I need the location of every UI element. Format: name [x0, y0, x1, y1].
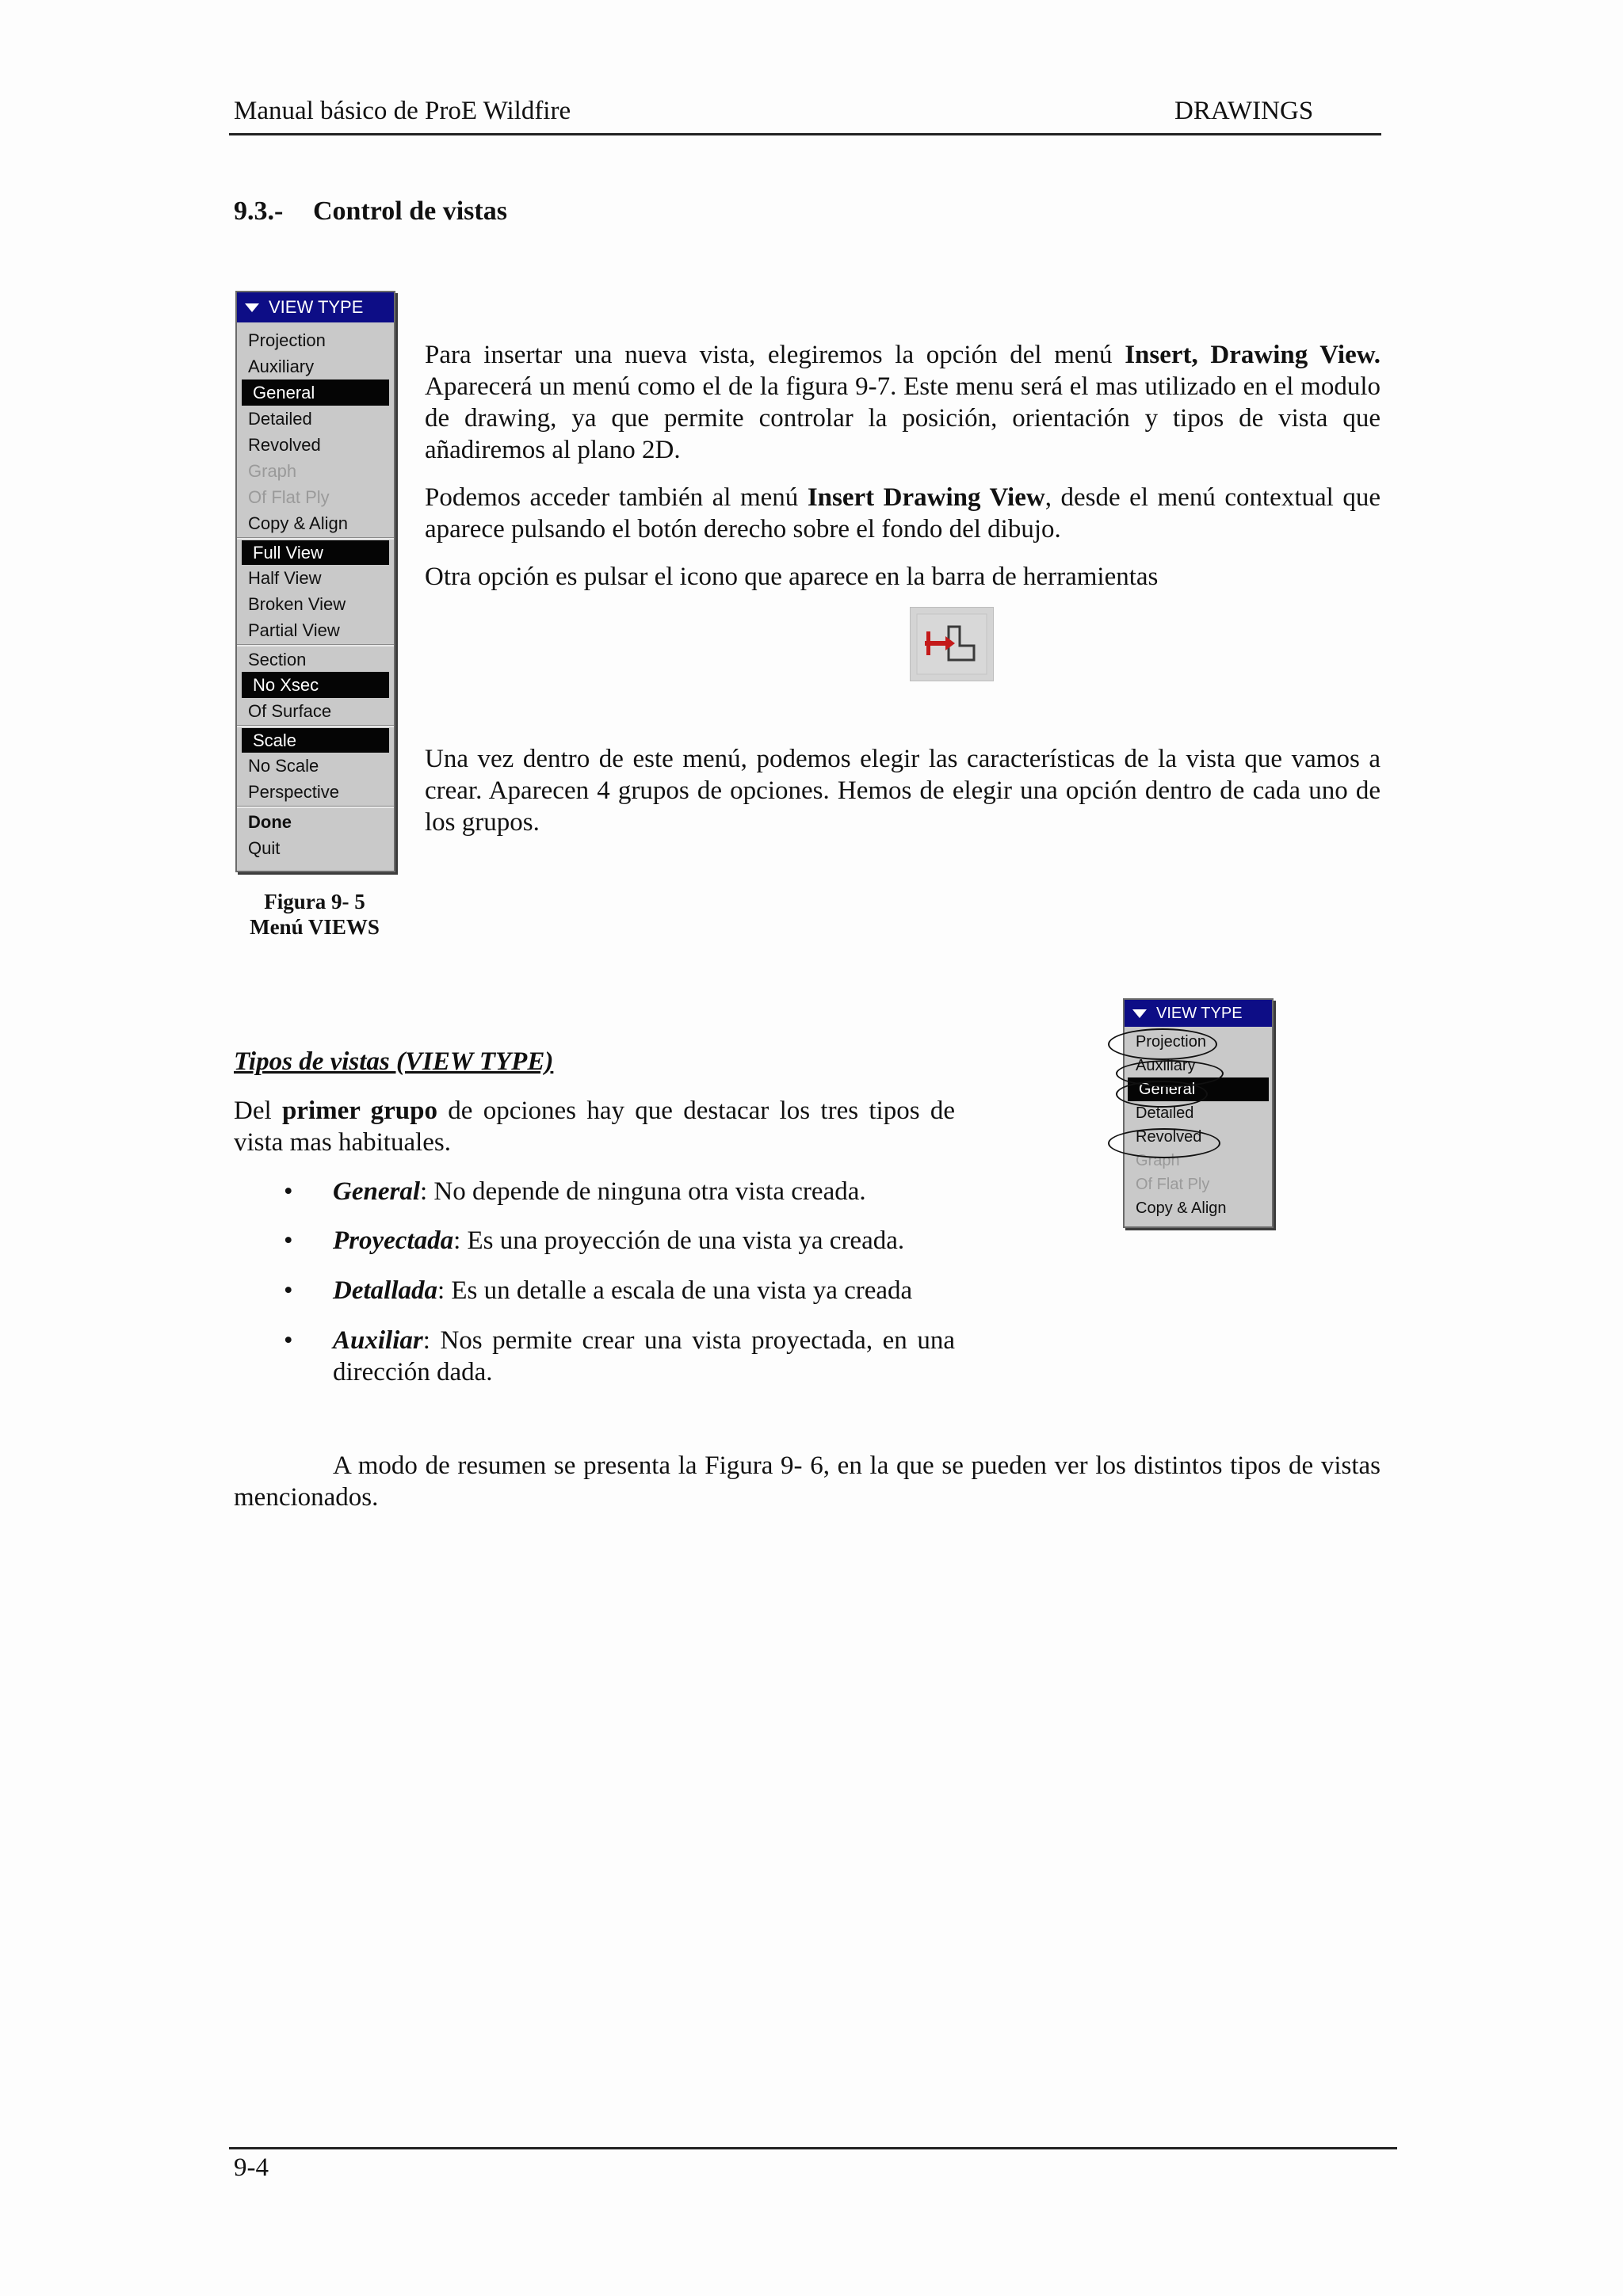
- paragraph-insert-view: [425, 339, 1381, 466]
- p2-menu-path: Insert Drawing View: [807, 483, 1045, 512]
- p1-text: Para insertar una nueva vista, elegiremos la opción del menú: [425, 341, 1125, 369]
- menu-item-done[interactable]: Done: [248, 812, 292, 832]
- figure-caption: [235, 889, 394, 940]
- paragraph-toolbar-option: Otra opción es pulsar el icono que aparece en la barra de herramientas: [425, 563, 1159, 591]
- section-title: Control de vistas: [313, 196, 507, 226]
- menu-item-of-flat-ply: Of Flat Ply: [1136, 1176, 1210, 1193]
- paragraph-context-menu: [425, 482, 1381, 545]
- figure-caption-number: Figura 9- 5: [264, 890, 365, 913]
- menu-item-scale[interactable]: Scale: [242, 728, 389, 753]
- menu-item-quit[interactable]: Quit: [248, 838, 281, 858]
- figure-caption-title: Menú VIEWS: [250, 915, 380, 939]
- menu-item-projection[interactable]: Projection: [1136, 1033, 1206, 1051]
- bullet-icon: •: [284, 1226, 293, 1255]
- menu-title: VIEW TYPE: [269, 297, 364, 317]
- menu-item-half-view[interactable]: Half View: [248, 568, 322, 588]
- dropdown-triangle-icon: [245, 303, 259, 312]
- menu-item-broken-view[interactable]: Broken View: [248, 594, 346, 614]
- menu-item-section[interactable]: Section: [248, 650, 307, 669]
- menu-title-bar: [1125, 1000, 1272, 1027]
- menu-title: VIEW TYPE: [1156, 1004, 1243, 1022]
- section-heading: [234, 196, 507, 227]
- view-type-menu-full: [235, 291, 395, 872]
- highlight-ellipse-revolved: [1108, 1128, 1220, 1158]
- header-rule: [229, 133, 1381, 135]
- bullet-text: : Es un detalle a escala de una vista ya creada: [437, 1276, 913, 1305]
- page-number: 9-4: [234, 2153, 269, 2182]
- menu-separator: [237, 537, 394, 540]
- menu-item-general[interactable]: General: [1128, 1077, 1269, 1101]
- subsection-intro: [234, 1095, 955, 1158]
- subsection-heading: Tipos de vistas (VIEW TYPE): [234, 1047, 554, 1076]
- bullet-term: Detallada: [333, 1276, 437, 1305]
- menu-item-revolved[interactable]: Revolved: [248, 435, 321, 455]
- menu-separator: [237, 644, 394, 646]
- bullet-general: [333, 1176, 955, 1207]
- menu-item-detailed[interactable]: Detailed: [248, 409, 312, 429]
- menu-title-bar: [237, 292, 394, 322]
- bullet-detallada: [333, 1275, 955, 1306]
- menu-item-full-view[interactable]: Full View: [242, 540, 389, 565]
- menu-item-of-surface[interactable]: Of Surface: [248, 701, 332, 721]
- bullet-icon: •: [284, 1276, 293, 1305]
- running-header-chapter: DRAWINGS: [1174, 97, 1314, 125]
- p2-text: Podemos acceder también al menú: [425, 483, 808, 512]
- bullet-text: : No depende de ninguna otra vista creada.: [420, 1177, 866, 1206]
- intro-text-rest: de opciones hay que destacar los tres tipos de vista mas habituales.: [234, 1097, 955, 1157]
- p1-menu-path: Insert, Drawing View.: [1125, 341, 1381, 369]
- menu-item-no-scale[interactable]: No Scale: [248, 756, 319, 776]
- p1-text-rest: Aparecerá un menú como el de la figura 9-7. Este menu será el mas utilizado en el modulo de drawing, ya que permite controlar la posición, orientación y tipos de vista que añadiremos al plano 2D.: [425, 372, 1381, 464]
- menu-item-graph: Graph: [248, 461, 297, 481]
- menu-item-no-xsec[interactable]: No Xsec: [242, 672, 389, 698]
- bullet-term: Auxiliar: [333, 1326, 423, 1355]
- intro-emphasis: primer grupo: [281, 1097, 437, 1125]
- paragraph-option-groups: Una vez dentro de este menú, podemos elegir las características de la vista que vamos a crear. Aparecen 4 grupos de opciones. Hemos de elegir una opción dentro de cada uno de los grupos.: [425, 745, 1381, 837]
- p2-text-rest: , desde el menú contextual que aparece pulsando el botón derecho sobre el fondo del dibujo.: [425, 483, 1381, 543]
- menu-item-graph: Graph: [1136, 1152, 1180, 1169]
- running-header-title: Manual básico de ProE Wildfire: [234, 97, 571, 125]
- menu-item-detailed[interactable]: Detailed: [1136, 1104, 1194, 1122]
- menu-separator: [237, 725, 394, 727]
- highlight-ellipse-projection: [1108, 1028, 1217, 1060]
- menu-separator: [237, 806, 394, 808]
- footer-rule: [229, 2147, 1397, 2149]
- menu-item-of-flat-ply: Of Flat Ply: [248, 487, 330, 507]
- menu-item-copy-align[interactable]: Copy & Align: [1136, 1199, 1227, 1217]
- bullet-proyectada: [333, 1225, 955, 1257]
- insert-drawing-view-icon[interactable]: [910, 607, 994, 681]
- bullet-auxiliar: [333, 1325, 955, 1388]
- highlight-ellipse-general: [1116, 1081, 1208, 1108]
- section-number: 9.3.-: [234, 196, 284, 226]
- menu-item-perspective[interactable]: Perspective: [248, 782, 339, 802]
- menu-item-copy-align[interactable]: Copy & Align: [248, 513, 348, 533]
- bullet-term: General: [333, 1177, 420, 1206]
- bullet-text: : Nos permite crear una vista proyectada, en una dirección dada.: [333, 1326, 955, 1386]
- menu-item-revolved[interactable]: Revolved: [1136, 1128, 1202, 1146]
- menu-item-auxiliary[interactable]: Auxiliary: [248, 357, 315, 376]
- bullet-text: : Es una proyección de una vista ya creada.: [453, 1226, 905, 1255]
- menu-item-partial-view[interactable]: Partial View: [248, 620, 340, 640]
- bullet-icon: •: [284, 1326, 293, 1355]
- menu-item-projection[interactable]: Projection: [248, 330, 326, 350]
- intro-text: Del: [234, 1097, 282, 1125]
- bullet-icon: •: [284, 1177, 293, 1206]
- bullet-term: Proyectada: [333, 1226, 454, 1255]
- summary-paragraph: A modo de resumen se presenta la Figura 9- 6, en la que se pueden ver los distintos tipos de vistas mencionados.: [234, 1451, 1381, 1512]
- menu-item-general[interactable]: General: [242, 379, 389, 406]
- dropdown-triangle-icon: [1132, 1009, 1147, 1018]
- menu-item-auxiliary[interactable]: Auxiliary: [1136, 1057, 1196, 1074]
